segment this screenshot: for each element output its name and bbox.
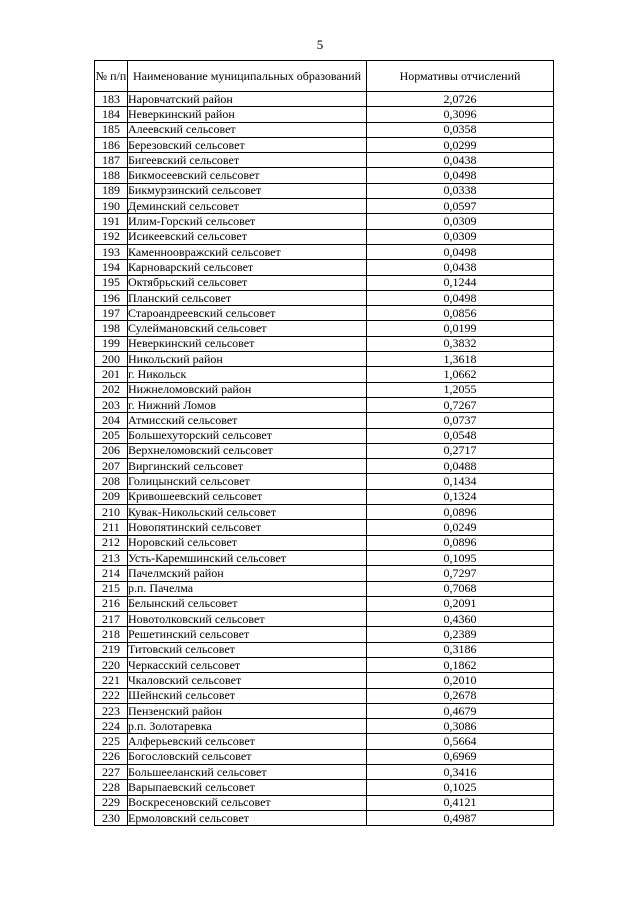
row-number: 229	[95, 795, 128, 810]
row-number: 209	[95, 489, 128, 504]
municipality-name: Бигеевский сельсовет	[128, 153, 367, 168]
row-number: 184	[95, 107, 128, 122]
municipality-name: Исикеевский сельсовет	[128, 229, 367, 244]
header-name: Наименование муниципальных образований	[128, 61, 367, 92]
row-number: 213	[95, 550, 128, 565]
municipality-name: Нижнеломовский район	[128, 382, 367, 397]
table-row	[95, 229, 554, 244]
norm-value: 0,0896	[367, 505, 554, 520]
row-number: 195	[95, 275, 128, 290]
table-row	[95, 505, 554, 520]
row-number: 218	[95, 627, 128, 642]
row-number: 207	[95, 459, 128, 474]
table-row	[95, 92, 554, 107]
norm-value: 0,2678	[367, 688, 554, 703]
table-row	[95, 810, 554, 825]
table-row	[95, 107, 554, 122]
norm-value: 0,1244	[367, 275, 554, 290]
municipality-name: Норовский сельсовет	[128, 535, 367, 550]
table-row	[95, 397, 554, 412]
norm-value: 0,0249	[367, 520, 554, 535]
norm-value: 0,0488	[367, 459, 554, 474]
row-number: 197	[95, 306, 128, 321]
table-row	[95, 137, 554, 152]
table-row	[95, 443, 554, 458]
table-row	[95, 474, 554, 489]
norm-value: 0,0597	[367, 199, 554, 214]
norm-value: 0,0737	[367, 413, 554, 428]
norm-value: 2,0726	[367, 92, 554, 107]
row-number: 193	[95, 244, 128, 259]
municipality-name: Шейнский сельсовет	[128, 688, 367, 703]
norm-value: 1,0662	[367, 367, 554, 382]
page-number: 5	[316, 37, 324, 52]
row-number: 191	[95, 214, 128, 229]
table-row	[95, 260, 554, 275]
row-number: 204	[95, 413, 128, 428]
norm-value: 0,7297	[367, 566, 554, 581]
norm-value: 0,4679	[367, 703, 554, 718]
norm-value: 1,3618	[367, 352, 554, 367]
row-number: 228	[95, 780, 128, 795]
municipality-name: Варыпаевский сельсовет	[128, 780, 367, 795]
row-number: 188	[95, 168, 128, 183]
municipality-name: Бикмосеевский сельсовет	[128, 168, 367, 183]
header-row	[95, 61, 554, 92]
row-number: 217	[95, 612, 128, 627]
norm-value: 0,0338	[367, 183, 554, 198]
municipality-name: Неверкинский район	[128, 107, 367, 122]
municipality-name: Ермоловский сельсовет	[128, 810, 367, 825]
municipality-name: Кувак-Никольский сельсовет	[128, 505, 367, 520]
row-number: 208	[95, 474, 128, 489]
norm-value: 0,3832	[367, 336, 554, 351]
table-row	[95, 275, 554, 290]
row-number: 183	[95, 92, 128, 107]
norm-value: 0,3186	[367, 642, 554, 657]
municipality-name: Чкаловский сельсовет	[128, 673, 367, 688]
table-row	[95, 352, 554, 367]
table-row	[95, 642, 554, 657]
row-number: 187	[95, 153, 128, 168]
norm-value: 0,0309	[367, 229, 554, 244]
row-number: 230	[95, 810, 128, 825]
norm-value: 0,1025	[367, 780, 554, 795]
norm-value: 0,0498	[367, 290, 554, 305]
municipality-name: Виргинский сельсовет	[128, 459, 367, 474]
row-number: 194	[95, 260, 128, 275]
row-number: 200	[95, 352, 128, 367]
municipality-name: Староандреевский сельсовет	[128, 306, 367, 321]
row-number: 223	[95, 703, 128, 718]
table-row	[95, 719, 554, 734]
table-row	[95, 459, 554, 474]
row-number: 196	[95, 290, 128, 305]
table-row	[95, 168, 554, 183]
norm-value: 0,3096	[367, 107, 554, 122]
municipality-name: Никольский район	[128, 352, 367, 367]
table-row	[95, 780, 554, 795]
norm-value: 0,2389	[367, 627, 554, 642]
municipality-name: Березовский сельсовет	[128, 137, 367, 152]
row-number: 224	[95, 719, 128, 734]
municipality-name: Октябрьский сельсовет	[128, 275, 367, 290]
norm-value: 0,0548	[367, 428, 554, 443]
table-row	[95, 306, 554, 321]
norm-value: 0,1434	[367, 474, 554, 489]
municipality-name: Титовский сельсовет	[128, 642, 367, 657]
norm-value: 0,2091	[367, 596, 554, 611]
row-number: 185	[95, 122, 128, 137]
municipality-name: Каменноовражский сельсовет	[128, 244, 367, 259]
municipality-name: Планский сельсовет	[128, 290, 367, 305]
norm-value: 0,4360	[367, 612, 554, 627]
table-row	[95, 612, 554, 627]
norm-table	[94, 60, 554, 826]
municipality-name: Воскресеновский сельсовет	[128, 795, 367, 810]
table-row	[95, 382, 554, 397]
municipality-name: Неверкинский сельсовет	[128, 336, 367, 351]
municipality-name: Пачелмский район	[128, 566, 367, 581]
row-number: 199	[95, 336, 128, 351]
row-number: 189	[95, 183, 128, 198]
row-number: 226	[95, 749, 128, 764]
municipality-name: Алеевский сельсовет	[128, 122, 367, 137]
norm-value: 0,7267	[367, 397, 554, 412]
table-row	[95, 749, 554, 764]
norm-value: 0,2010	[367, 673, 554, 688]
norm-value: 0,1324	[367, 489, 554, 504]
row-number: 192	[95, 229, 128, 244]
municipality-name: Черкасский сельсовет	[128, 657, 367, 672]
norm-value: 0,0438	[367, 153, 554, 168]
table-row	[95, 765, 554, 780]
row-number: 212	[95, 535, 128, 550]
municipality-name: р.п. Золотаревка	[128, 719, 367, 734]
norm-value: 0,4987	[367, 810, 554, 825]
municipality-name: г. Никольск	[128, 367, 367, 382]
norm-value: 0,0498	[367, 168, 554, 183]
table-row	[95, 367, 554, 382]
table-row	[95, 428, 554, 443]
table-row	[95, 520, 554, 535]
table-row	[95, 535, 554, 550]
row-number: 214	[95, 566, 128, 581]
table-row	[95, 550, 554, 565]
row-number: 219	[95, 642, 128, 657]
municipality-name: Пензенский район	[128, 703, 367, 718]
row-number: 220	[95, 657, 128, 672]
table-row	[95, 214, 554, 229]
table-row	[95, 673, 554, 688]
table-row	[95, 336, 554, 351]
table-header	[95, 61, 554, 92]
table-row	[95, 321, 554, 336]
table-row	[95, 413, 554, 428]
row-number: 198	[95, 321, 128, 336]
norm-value: 0,6969	[367, 749, 554, 764]
municipality-name: Карноварский сельсовет	[128, 260, 367, 275]
norm-value: 0,0438	[367, 260, 554, 275]
header-num: № п/п	[95, 61, 128, 92]
municipality-name: Наровчатский район	[128, 92, 367, 107]
norm-value: 0,1095	[367, 550, 554, 565]
table-row	[95, 199, 554, 214]
norm-value: 1,2055	[367, 382, 554, 397]
municipality-name: Усть-Каремшинский сельсовет	[128, 550, 367, 565]
table-row	[95, 581, 554, 596]
table-row	[95, 703, 554, 718]
municipality-name: Илим-Горский сельсовет	[128, 214, 367, 229]
municipality-name: р.п. Пачелма	[128, 581, 367, 596]
table-row	[95, 627, 554, 642]
table-row	[95, 566, 554, 581]
row-number: 221	[95, 673, 128, 688]
municipality-name: Голицынский сельсовет	[128, 474, 367, 489]
table-row	[95, 153, 554, 168]
norm-value: 0,0358	[367, 122, 554, 137]
table-row	[95, 688, 554, 703]
municipality-name: Новопятинский сельсовет	[128, 520, 367, 535]
norm-value: 0,2717	[367, 443, 554, 458]
municipality-name: Решетинский сельсовет	[128, 627, 367, 642]
row-number: 186	[95, 137, 128, 152]
norm-value: 0,4121	[367, 795, 554, 810]
norm-value: 0,0199	[367, 321, 554, 336]
norm-value: 0,0856	[367, 306, 554, 321]
norm-value: 0,0309	[367, 214, 554, 229]
row-number: 211	[95, 520, 128, 535]
table-body	[95, 92, 554, 826]
table-row	[95, 244, 554, 259]
norm-value: 0,5664	[367, 734, 554, 749]
municipality-name: Атмисский сельсовет	[128, 413, 367, 428]
table-row	[95, 290, 554, 305]
row-number: 216	[95, 596, 128, 611]
row-number: 227	[95, 765, 128, 780]
row-number: 206	[95, 443, 128, 458]
municipality-name: Деминский сельсовет	[128, 199, 367, 214]
municipality-name: Верхнеломовский сельсовет	[128, 443, 367, 458]
norm-value: 0,3086	[367, 719, 554, 734]
row-number: 222	[95, 688, 128, 703]
municipality-name: Бикмурзинский сельсовет	[128, 183, 367, 198]
norm-value: 0,0299	[367, 137, 554, 152]
municipality-name: Большехуторский сельсовет	[128, 428, 367, 443]
municipality-name: Большееланский сельсовет	[128, 765, 367, 780]
municipality-name: Богословский сельсовет	[128, 749, 367, 764]
row-number: 210	[95, 505, 128, 520]
row-number: 215	[95, 581, 128, 596]
table-row	[95, 795, 554, 810]
municipality-name: Белынский сельсовет	[128, 596, 367, 611]
header-value: Нормативы отчислений	[367, 61, 554, 92]
row-number: 202	[95, 382, 128, 397]
table-row	[95, 657, 554, 672]
table-row	[95, 183, 554, 198]
table-row	[95, 596, 554, 611]
municipality-name: Алферьевский сельсовет	[128, 734, 367, 749]
norm-value: 0,1862	[367, 657, 554, 672]
row-number: 190	[95, 199, 128, 214]
municipality-name: г. Нижний Ломов	[128, 397, 367, 412]
norm-value: 0,0896	[367, 535, 554, 550]
row-number: 203	[95, 397, 128, 412]
municipality-name: Новотолковский сельсовет	[128, 612, 367, 627]
row-number: 201	[95, 367, 128, 382]
municipality-name: Сулеймановский сельсовет	[128, 321, 367, 336]
table-row	[95, 122, 554, 137]
table-row	[95, 489, 554, 504]
norm-value: 0,7068	[367, 581, 554, 596]
row-number: 225	[95, 734, 128, 749]
norm-value: 0,3416	[367, 765, 554, 780]
table-row	[95, 734, 554, 749]
norm-value: 0,0498	[367, 244, 554, 259]
municipality-name: Кривошеевский сельсовет	[128, 489, 367, 504]
row-number: 205	[95, 428, 128, 443]
